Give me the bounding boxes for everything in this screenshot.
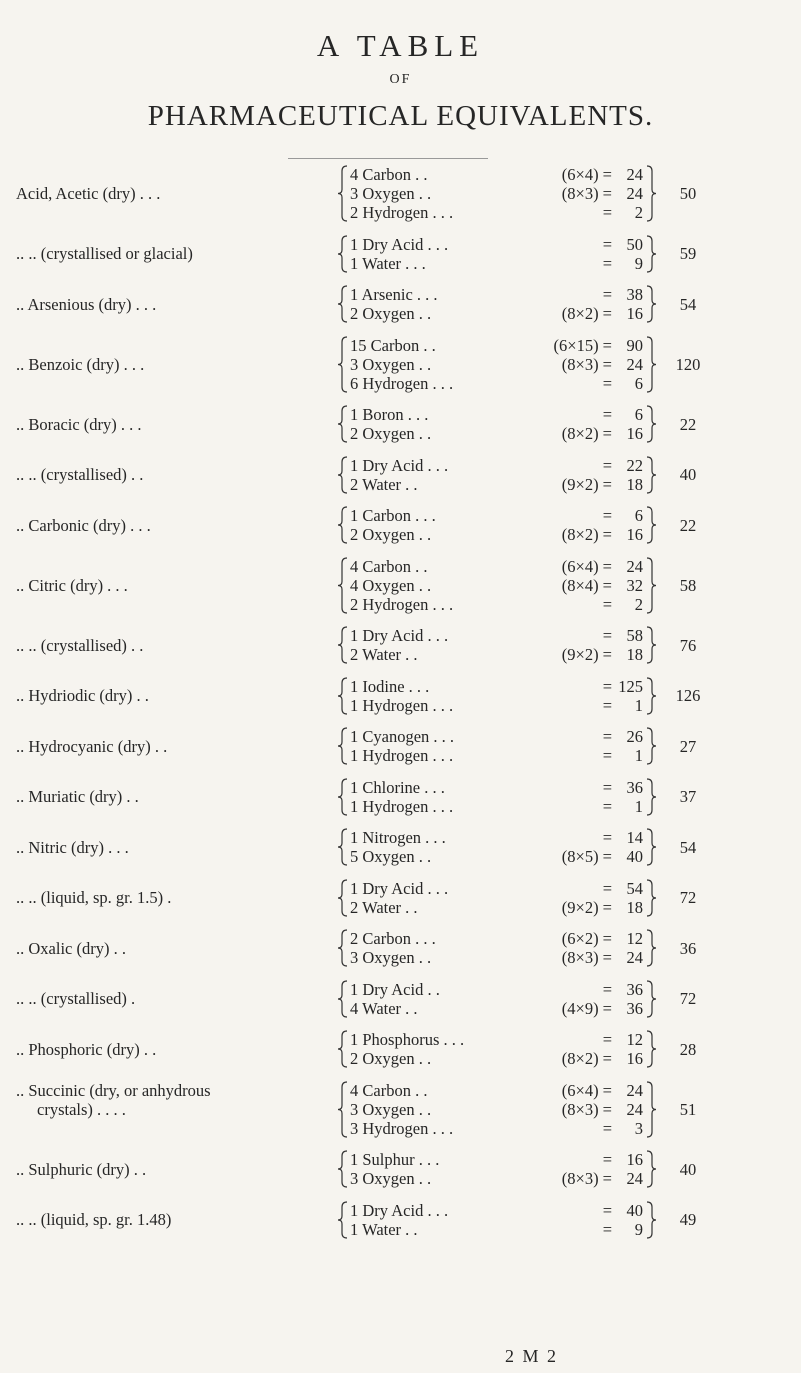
entry-total: 22 — [679, 515, 697, 535]
value: 1 — [634, 695, 643, 715]
value: 12 — [626, 929, 643, 948]
component: 1 Water . . — [350, 1219, 418, 1239]
component: 1 Carbon . . . — [350, 506, 436, 525]
component: 3 Oxygen . . — [350, 948, 432, 967]
component: 2 Oxygen . . — [350, 1049, 432, 1068]
formula: = — [602, 828, 612, 847]
entry-name: .. Hydrocyanic (dry) . . — [16, 736, 168, 756]
component: 1 Hydrogen . . . — [350, 746, 454, 765]
formula: = — [602, 373, 612, 393]
value: 16 — [626, 1049, 643, 1068]
formula: (6×4) = — [561, 556, 612, 576]
left-brace — [338, 980, 348, 1018]
formula: (8×3) = — [561, 948, 612, 967]
formula: (8×3) = — [561, 1099, 612, 1119]
entry-total: 27 — [679, 736, 697, 756]
component: 2 Oxygen . . — [350, 525, 432, 544]
entry-name: .. .. (crystallised or glacial) — [16, 244, 193, 263]
right-brace — [646, 929, 656, 972]
right-brace — [646, 235, 656, 278]
value: 1 — [634, 796, 643, 816]
value: 26 — [626, 727, 643, 746]
left-brace — [338, 1201, 348, 1239]
component: 3 Oxygen . . — [350, 1169, 432, 1188]
formula: = — [602, 285, 612, 304]
formula: = — [602, 796, 612, 816]
formula: (6×2) = — [561, 929, 612, 948]
left-brace — [338, 336, 348, 393]
entry-total: 58 — [679, 575, 697, 595]
formula: (8×3) = — [561, 1169, 612, 1188]
entry-total: 54 — [679, 837, 697, 857]
component: 1 Cyanogen . . . — [350, 727, 455, 746]
component: 3 Hydrogen . . . — [350, 1118, 454, 1138]
component: 1 Dry Acid . . . — [350, 455, 449, 475]
right-brace — [646, 626, 656, 669]
left-brace — [338, 778, 348, 816]
entry-total: 50 — [679, 184, 697, 203]
formula: = — [602, 405, 612, 424]
table-row — [0, 336, 801, 393]
value: 40 — [626, 1200, 643, 1220]
component: 2 Hydrogen . . . — [350, 203, 454, 222]
formula: = — [602, 594, 612, 614]
left-brace — [338, 557, 348, 614]
heading-rule — [288, 158, 488, 159]
component: 2 Carbon . . . — [350, 929, 436, 948]
value: 6 — [634, 405, 643, 424]
left-brace — [338, 677, 348, 715]
value: 24 — [626, 354, 643, 374]
left-brace — [338, 285, 348, 323]
left-brace — [338, 165, 348, 222]
component: 1 Dry Acid . . . — [350, 1200, 449, 1220]
value: 90 — [626, 335, 643, 355]
formula: = — [602, 1219, 612, 1239]
value: 24 — [626, 1099, 643, 1119]
right-brace — [646, 677, 656, 720]
entry-total: 59 — [679, 244, 697, 263]
table-row — [0, 285, 801, 323]
right-brace — [646, 1201, 656, 1244]
value: 16 — [626, 424, 643, 443]
component: 1 Hydrogen . . . — [350, 695, 454, 715]
right-brace — [646, 828, 656, 871]
formula: = — [602, 1118, 612, 1138]
entry-name: Acid, Acetic (dry) . . . — [16, 184, 161, 203]
value: 2 — [634, 594, 643, 614]
entry-total: 28 — [679, 1039, 697, 1059]
formula: (8×3) = — [561, 354, 612, 374]
table-row — [0, 235, 801, 273]
formula: = — [602, 626, 612, 645]
entry-name: .. Benzoic (dry) . . . — [16, 354, 145, 374]
right-brace — [646, 456, 656, 499]
table-row — [0, 929, 801, 967]
entry-total: 51 — [679, 1099, 697, 1119]
entry-name: .. Citric (dry) . . . — [16, 575, 128, 595]
table-row — [0, 506, 801, 544]
entry-name: .. Muriatic (dry) . . — [16, 787, 139, 806]
value: 22 — [626, 455, 643, 475]
left-brace — [338, 626, 348, 664]
formula: = — [602, 878, 612, 898]
table-row — [0, 1201, 801, 1239]
formula: (4×9) = — [561, 998, 612, 1018]
formula: (8×5) = — [561, 847, 612, 866]
component: 2 Hydrogen . . . — [350, 594, 454, 614]
left-brace — [338, 506, 348, 544]
value: 14 — [626, 828, 643, 847]
formula: = — [602, 234, 612, 254]
entry-name: .. .. (crystallised) . — [16, 989, 136, 1008]
value: 16 — [626, 304, 643, 323]
component: 4 Carbon . . — [350, 1080, 428, 1100]
left-brace — [338, 828, 348, 866]
value: 18 — [626, 645, 643, 664]
component: 1 Sulphur . . . — [350, 1150, 440, 1169]
component: 1 Phosphorus . . . — [350, 1030, 465, 1049]
right-brace — [646, 1150, 656, 1193]
value: 9 — [634, 253, 643, 273]
value: 6 — [634, 506, 643, 525]
formula: = — [602, 506, 612, 525]
component: 3 Oxygen . . — [350, 184, 432, 203]
formula: (8×3) = — [561, 184, 612, 203]
value: 36 — [626, 998, 643, 1018]
entry-name: .. Boracic (dry) . . . — [16, 414, 142, 434]
value: 18 — [626, 897, 643, 917]
page-heading: PHARMACEUTICAL EQUIVALENTS. — [147, 100, 654, 132]
entry-name: .. Hydriodic (dry) . . — [16, 686, 149, 705]
value: 38 — [626, 285, 643, 304]
formula: = — [602, 1150, 612, 1169]
formula: (9×2) = — [561, 474, 612, 494]
left-brace — [338, 1030, 348, 1068]
component: 1 Arsenic . . . — [350, 285, 438, 304]
component: 1 Water . . . — [350, 253, 426, 273]
equivalents-table — [0, 165, 801, 1251]
formula: = — [602, 979, 612, 999]
formula: = — [602, 203, 612, 222]
value: 32 — [626, 575, 643, 595]
left-brace — [338, 235, 348, 273]
formula: (8×2) = — [561, 304, 612, 323]
left-brace — [338, 727, 348, 765]
left-brace — [338, 456, 348, 494]
formula: (6×15) = — [553, 335, 612, 355]
left-brace — [338, 405, 348, 443]
formula: = — [602, 455, 612, 475]
right-brace — [646, 336, 656, 398]
entry-total: 49 — [679, 1210, 697, 1229]
entry-name: .. Sulphuric (dry) . . — [16, 1159, 147, 1179]
entry-total: 37 — [679, 787, 697, 806]
component: 2 Oxygen . . — [350, 304, 432, 323]
component: 15 Carbon . . — [350, 335, 436, 355]
table-row — [0, 1081, 801, 1138]
value: 24 — [626, 184, 643, 203]
formula: (8×2) = — [561, 1049, 612, 1068]
component: 1 Iodine . . . — [350, 676, 430, 696]
page-title: A TABLE — [316, 28, 485, 63]
entry-total: 72 — [679, 888, 697, 907]
entry-name: .. .. (liquid, sp. gr. 1.5) . — [16, 888, 172, 907]
formula: = — [602, 727, 612, 746]
value: 12 — [626, 1030, 643, 1049]
component: 1 Boron . . . — [350, 405, 429, 424]
component: 1 Hydrogen . . . — [350, 796, 454, 816]
entry-total: 22 — [679, 414, 697, 434]
entry-name: .. Oxalic (dry) . . — [16, 938, 126, 958]
value: 58 — [626, 626, 643, 645]
left-brace — [338, 1150, 348, 1188]
entry-name: .. Carbonic (dry) . . . — [16, 515, 151, 535]
value: 6 — [634, 373, 643, 393]
value: 50 — [626, 234, 643, 254]
formula: (6×4) = — [561, 1080, 612, 1100]
page-subtitle-of: OF — [389, 72, 412, 87]
table-row — [0, 727, 801, 765]
value: 36 — [626, 777, 643, 797]
value: 125 — [618, 676, 643, 696]
entry-name: .. Phosphoric (dry) . . — [16, 1039, 157, 1059]
table-row — [0, 980, 801, 1018]
table-row — [0, 778, 801, 816]
component: 4 Water . . — [350, 998, 418, 1018]
table-row — [0, 165, 801, 222]
right-brace — [646, 727, 656, 770]
value: 16 — [626, 1150, 643, 1169]
component: 4 Carbon . . — [350, 165, 428, 184]
right-brace — [646, 557, 656, 619]
value: 54 — [626, 878, 643, 898]
component: 3 Oxygen . . — [350, 354, 432, 374]
entry-total: 126 — [675, 686, 701, 705]
value: 24 — [626, 948, 643, 967]
formula: = — [602, 676, 612, 696]
component: 4 Oxygen . . — [350, 575, 432, 595]
value: 18 — [626, 474, 643, 494]
formula: (8×2) = — [561, 525, 612, 544]
formula: (9×2) = — [561, 645, 612, 664]
entry-name: .. .. (liquid, sp. gr. 1.48) — [16, 1210, 172, 1229]
entry-name: .. Arsenious (dry) . . . — [16, 294, 157, 314]
right-brace — [646, 1081, 656, 1143]
right-brace — [646, 506, 656, 549]
entry-total: 54 — [679, 294, 697, 314]
table-row — [0, 405, 801, 443]
formula: (9×2) = — [561, 897, 612, 917]
formula: (8×2) = — [561, 424, 612, 443]
component: 1 Nitrogen . . . — [350, 828, 446, 847]
component: 1 Dry Acid . . — [350, 979, 440, 999]
component: 3 Oxygen . . — [350, 1099, 432, 1119]
entry-total: 120 — [675, 354, 701, 374]
component: 2 Water . . — [350, 474, 418, 494]
left-brace — [338, 879, 348, 917]
value: 9 — [634, 1219, 643, 1239]
formula: = — [602, 695, 612, 715]
entry-total: 72 — [679, 989, 697, 1008]
table-row — [0, 626, 801, 664]
right-brace — [646, 879, 656, 922]
right-brace — [646, 165, 656, 227]
component: 1 Dry Acid . . . — [350, 626, 449, 645]
entry-name: crystals) . . . . — [37, 1099, 126, 1119]
formula: = — [602, 777, 612, 797]
right-brace — [646, 285, 656, 328]
left-brace — [338, 1081, 348, 1138]
entry-total: 76 — [679, 635, 697, 655]
entry-total: 40 — [679, 465, 697, 484]
right-brace — [646, 1030, 656, 1073]
formula: = — [602, 746, 612, 765]
component: 1 Chlorine . . . — [350, 777, 445, 797]
component: 2 Water . . — [350, 645, 418, 664]
entry-total: 36 — [679, 938, 697, 958]
value: 36 — [626, 979, 643, 999]
value: 24 — [626, 165, 643, 184]
entry-name: .. Nitric (dry) . . . — [16, 837, 129, 857]
formula: = — [602, 1030, 612, 1049]
component: 4 Carbon . . — [350, 556, 428, 576]
formula: = — [602, 253, 612, 273]
value: 3 — [634, 1118, 643, 1138]
value: 40 — [626, 847, 643, 866]
table-row — [0, 828, 801, 866]
left-brace — [338, 929, 348, 967]
entry-name: .. .. (crystallised) . . — [16, 635, 144, 655]
page-signature: 2 M 2 — [505, 1346, 559, 1366]
component: 6 Hydrogen . . . — [350, 373, 454, 393]
formula: (6×4) = — [561, 165, 612, 184]
table-row — [0, 677, 801, 715]
entry-total: 40 — [679, 1159, 697, 1179]
value: 24 — [626, 556, 643, 576]
formula: = — [602, 1200, 612, 1220]
table-row — [0, 1030, 801, 1068]
component: 2 Water . . — [350, 897, 418, 917]
component: 2 Oxygen . . — [350, 424, 432, 443]
value: 2 — [634, 203, 643, 222]
right-brace — [646, 778, 656, 821]
entry-name: .. .. (crystallised) . . — [16, 465, 144, 484]
table-row — [0, 557, 801, 614]
formula: (8×4) = — [561, 575, 612, 595]
right-brace — [646, 980, 656, 1023]
table-row — [0, 1150, 801, 1188]
component: 5 Oxygen . . — [350, 847, 432, 866]
value: 24 — [626, 1169, 643, 1188]
table-row — [0, 456, 801, 494]
value: 24 — [626, 1080, 643, 1100]
right-brace — [646, 405, 656, 448]
value: 16 — [626, 525, 643, 544]
component: 1 Dry Acid . . . — [350, 878, 449, 898]
table-row — [0, 879, 801, 917]
component: 1 Dry Acid . . . — [350, 234, 449, 254]
value: 1 — [634, 746, 643, 765]
entry-name: .. Succinic (dry, or anhydrous — [16, 1080, 211, 1100]
